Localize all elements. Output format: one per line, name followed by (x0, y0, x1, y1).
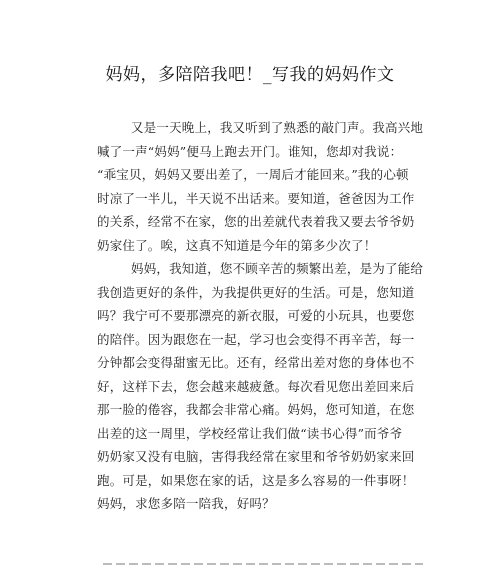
paragraph-2-line-7: 那一脸的倦容，我都会非常心痛。妈妈，您可知道，在您 (97, 402, 415, 417)
paragraph-1-line-4: 时凉了一半儿，半天说不出话来。要知道，爸爸因为工作 (97, 190, 415, 206)
paragraph-2-line-8: 出差的这一周里，学校经常让我们做“读书心得”而爷爷 (97, 425, 403, 441)
paragraph-2-line-10: 跑。可是，如果您在家的话，这是多么容易的一件事呀！ (97, 472, 415, 488)
paragraph-1-line-1: 又是一天晚上，我又听到了熟悉的敲门声。我高兴地 (131, 120, 423, 135)
cropped-next-line (103, 560, 423, 566)
paragraph-1-line-2: 喊了一声“妈妈”便马上跑去开门。谁知，您却对我说： (97, 143, 403, 159)
document-body (97, 116, 423, 516)
paragraph-2-line-2: 我创造更好的条件，为我提供更好的生活。可是，您知道 (97, 284, 415, 300)
paragraph-2-line-9: 奶奶家又没有电脑，害得我经常在家里和爷爷奶奶家来回 (97, 449, 415, 464)
paragraph-2-line-6: 好，这样下去，您会越来越疲惫。每次看见您出差回来后 (97, 378, 415, 394)
paragraph-2-line-1: 妈妈，我知道，您不顾辛苦的频繁出差，是为了能给 (131, 261, 423, 276)
document-title: 妈妈，多陪陪我吧！_写我的妈妈作文 (105, 65, 395, 85)
paragraph-1-line-6: 奶家住了。唉，这真不知道是今年的第多少次了！ (97, 237, 377, 253)
paragraph-2-line-4: 的陪伴。因为跟您在一起，学习也会变得不再辛苦，每一 (97, 331, 415, 347)
paragraph-2-line-11: 妈妈，求您多陪一陪我，好吗？ (97, 496, 275, 511)
paragraph-1-line-5: 的关系，经常不在家，您的出差就代表着我又要去爷爷奶 (97, 214, 415, 229)
paragraph-2-line-5: 分钟都会变得甜蜜无比。还有，经常出差对您的身体也不 (97, 355, 415, 370)
paragraph-2-line-3: 吗？我宁可不要那漂亮的新衣服，可爱的小玩具，也要您 (97, 308, 415, 323)
paragraph-1-line-3: “乖宝贝，妈妈又要出差了，一周后才能回来。”我的心顿 (97, 167, 409, 182)
